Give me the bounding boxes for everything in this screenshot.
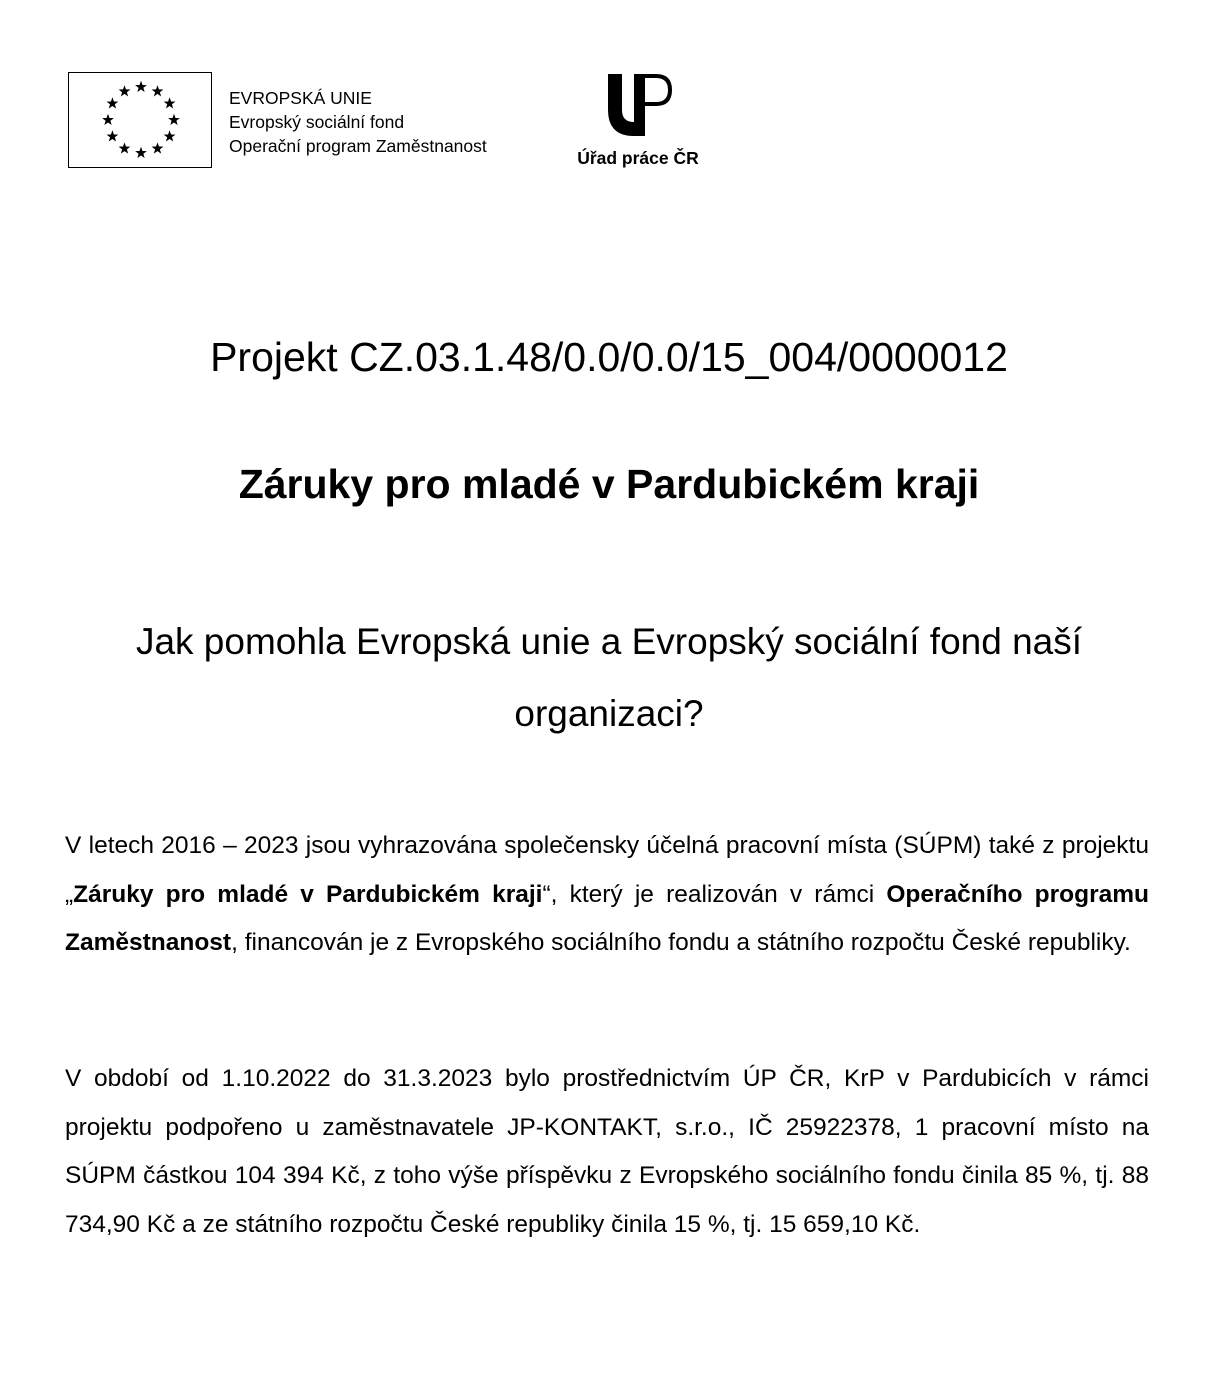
eu-logo-text xyxy=(229,86,487,158)
eu-star-icon xyxy=(107,97,119,108)
urad-prace-logo xyxy=(568,72,708,182)
header xyxy=(68,72,768,182)
eu-star-icon xyxy=(102,114,114,125)
eu-star-icon xyxy=(152,142,164,153)
paragraph-2: V období od 1.10.2022 do 31.3.2023 bylo prostřednictvím ÚP ČR, KrP v Pardubicích v rámci projektu podpořeno u zaměstnavatele JP-KONTAKT, s.r.o., IČ 25922378, 1 pracovní místo na SÚPM částkou 104 394 Kč, z toho výše příspěvku z Evropského sociálního fondu činila 85 %, tj. 88 734,90 Kč a ze státního rozpočtu České republiky činila 15 %, tj. 15 659,10 Kč. xyxy=(65,1065,1149,1238)
paragraph-1 xyxy=(65,822,1149,968)
eu-star-icon xyxy=(164,97,176,108)
eu-star-icon xyxy=(164,130,176,141)
eu-star-icon xyxy=(119,142,131,153)
eu-logo-line-3: Operační program Zaměstnanost xyxy=(229,136,487,156)
project-title: Záruky pro mladé v Pardubickém kraji xyxy=(238,461,980,507)
paragraph-1-bold-programme: Operačního programu Zaměstnanost xyxy=(65,880,1149,956)
eu-logo-line-1: EVROPSKÁ UNIE xyxy=(229,88,372,108)
urad-prace-caption: Úřad práce ČR xyxy=(577,148,699,168)
eu-flag-icon xyxy=(68,72,212,168)
eu-star-icon xyxy=(135,147,147,158)
project-code: Projekt CZ.03.1.48/0.0/0.0/15_004/0000012 xyxy=(210,334,1008,380)
eu-logo-line-2: Evropský sociální fond xyxy=(229,112,405,132)
eu-star-icon xyxy=(119,85,131,96)
paragraph-1-part-1: V letech 2016 – 2023 jsou vyhrazována společensky účelná pracovní místa (SÚPM) také z projektu „ xyxy=(65,832,1149,908)
urad-prace-logo-icon xyxy=(604,72,674,142)
eu-stars-icon xyxy=(69,73,213,169)
eu-star-icon xyxy=(152,85,164,96)
paragraph-1-part-3: , financován je z Evropského sociálního fondu a státního rozpočtu České republiky. xyxy=(231,929,1131,956)
eu-star-icon xyxy=(107,130,119,141)
eu-star-icon xyxy=(135,81,147,92)
question-heading: Jak pomohla Evropská unie a Evropský sociální fond naší organizaci? xyxy=(135,621,1083,734)
paragraph-1-part-2: “, který je realizován v rámci xyxy=(542,880,887,908)
eu-star-icon xyxy=(168,114,180,125)
paragraph-1-bold-project: Záruky pro mladé v Pardubickém kraji xyxy=(73,880,543,908)
